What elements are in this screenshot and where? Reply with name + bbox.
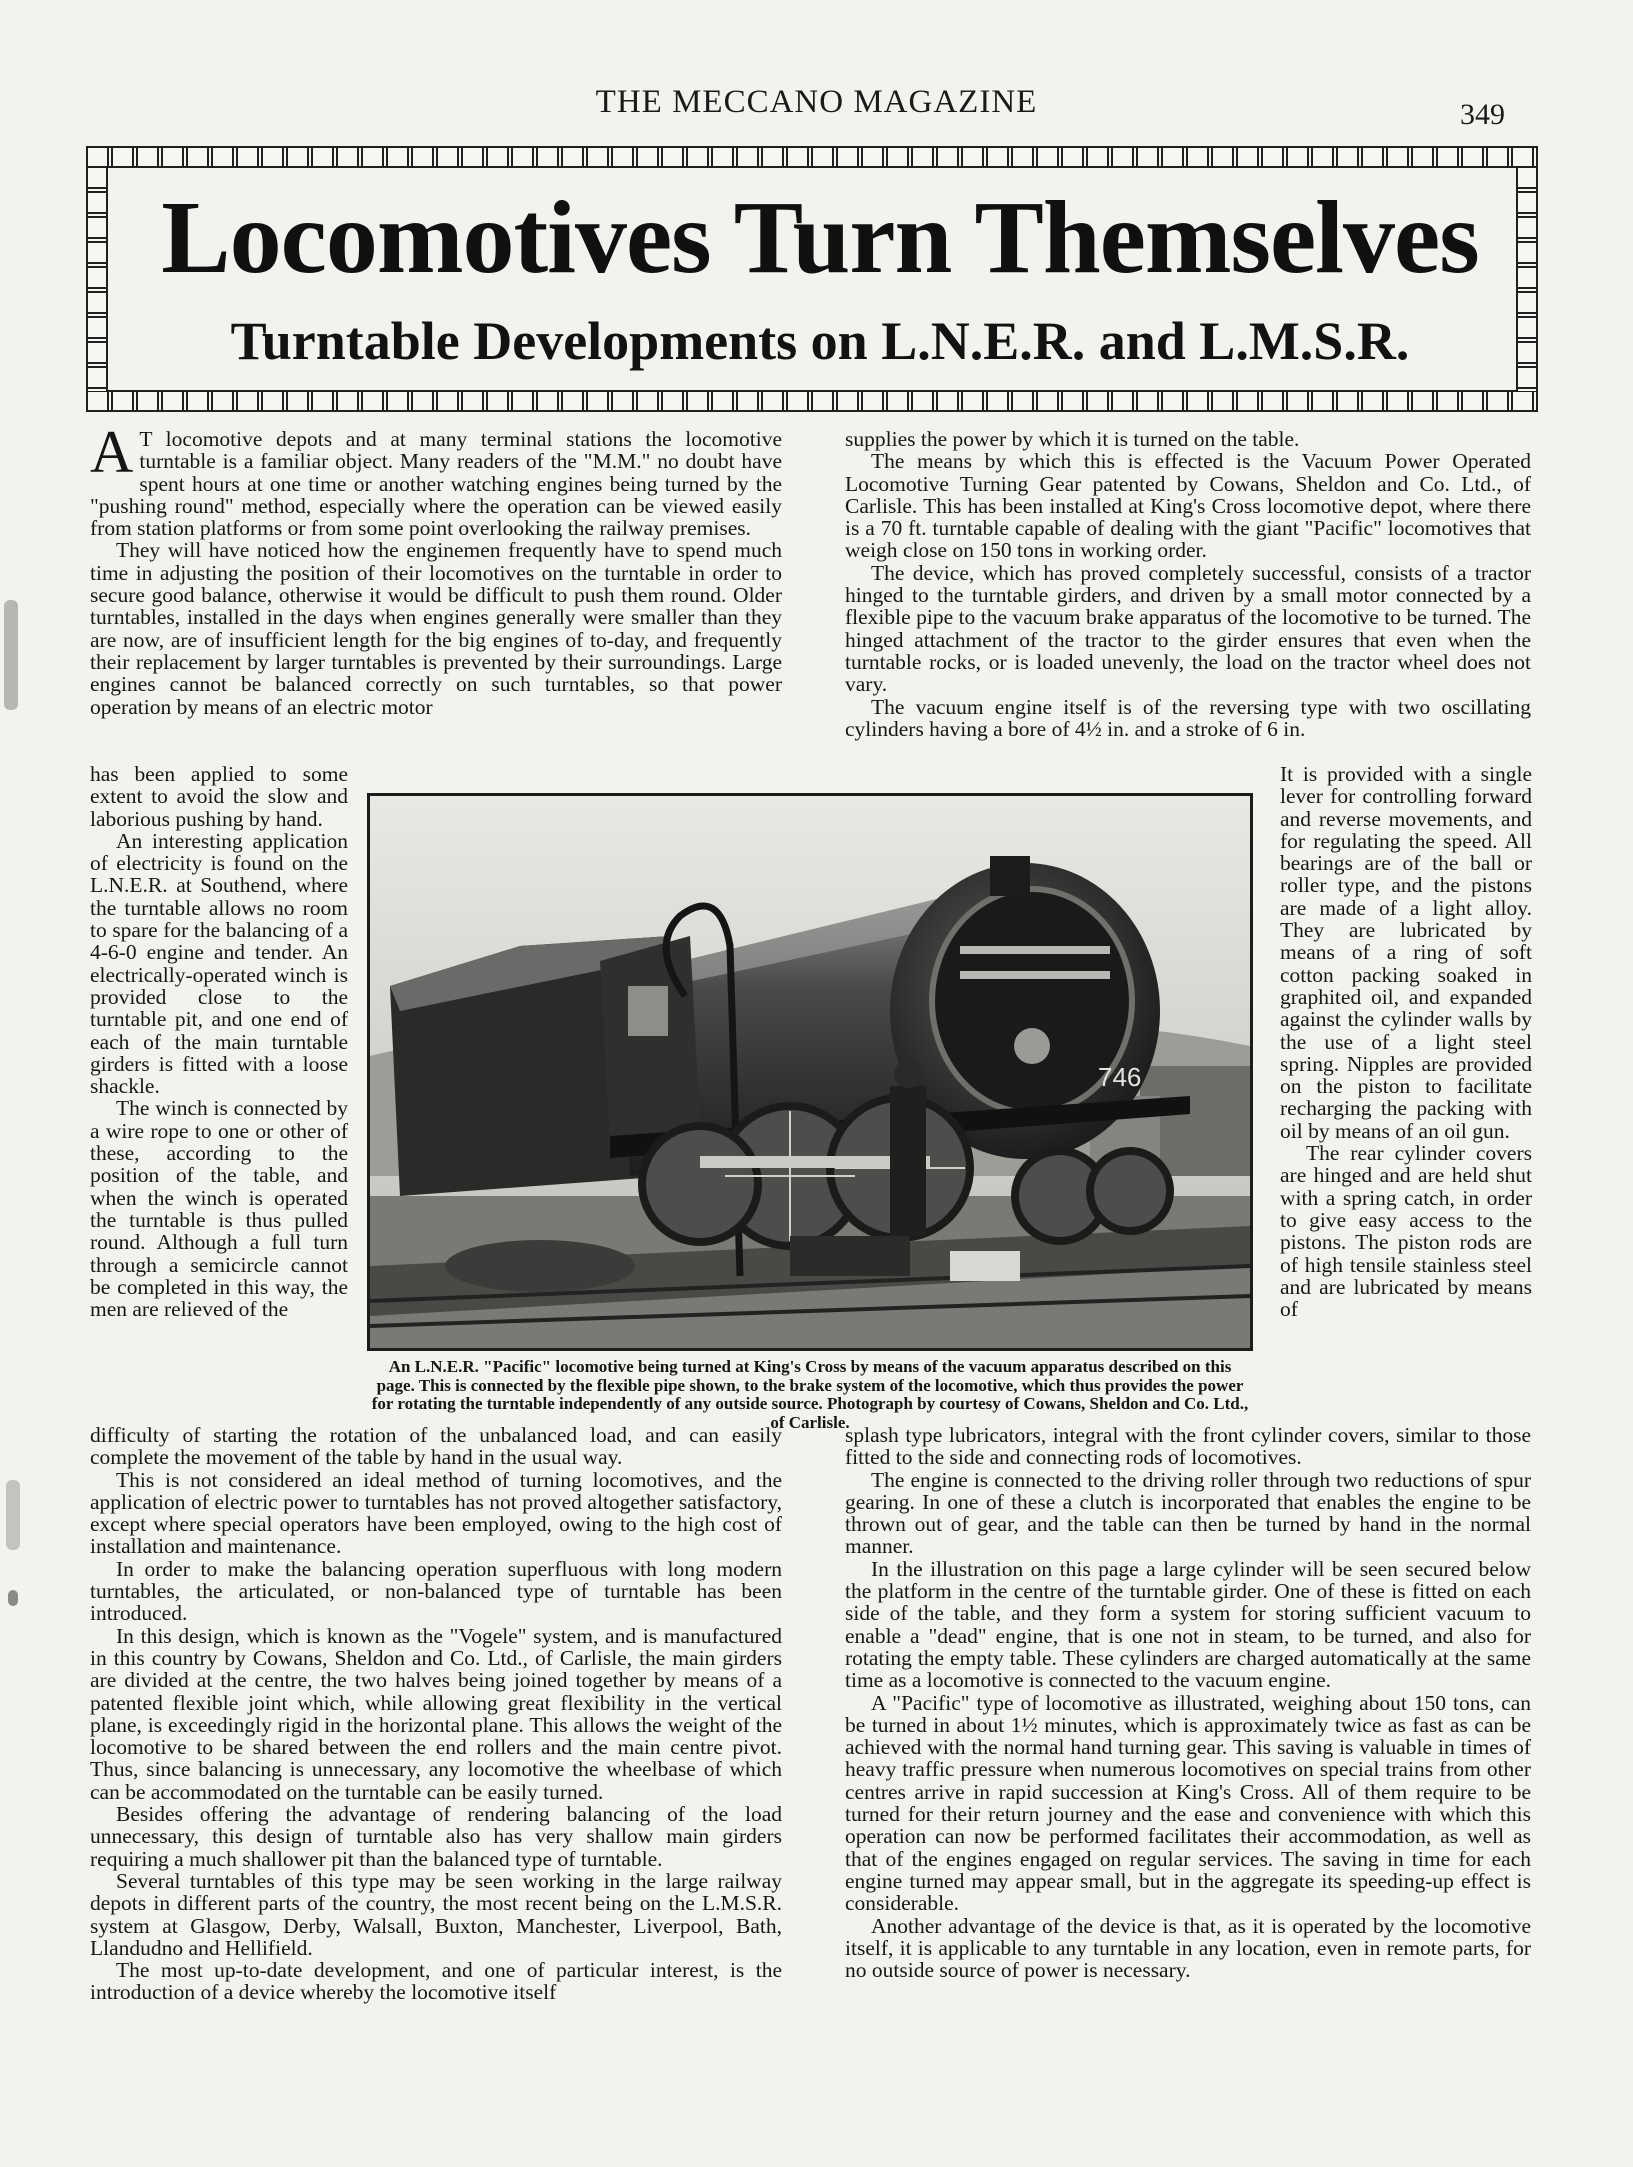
engine-number: 746 (1098, 1062, 1142, 1092)
paragraph: An interesting application of electricity is found on the L.N.E.R. at Southend, where the turntable allows no room to spare for the balancing of a 4-6-0 engine and tender. An electrically-operated winch is provided close to the turntable pit, and one end of each of the main turntable girders is fitted with a loose shackle. (90, 828, 348, 1099)
paragraph: The device, which has proved completely successful, consists of a tractor hinged to the turntable girders, and driven by a small motor connected by a flexible pipe to the vacuum brake apparatus of the locomotive to be turned. The hinged attachment of the tractor to the girder ensures that even when the turntable rocks, or is loaded unevenly, the load on the tractor wheel does not vary. (845, 560, 1531, 697)
locomotive-illustration (370, 796, 1250, 1348)
page-subtitle: Turntable Developments on L.N.E.R. and L.M.S.R. (230, 311, 1410, 371)
column-2-lower (845, 1424, 1531, 1981)
paragraph: splash type lubricators, integral with the front cylinder covers, similar to those fitted to the side and connecting rods of locomotives. (845, 1423, 1531, 1470)
paragraph: The means by which this is effected is the Vacuum Power Operated Locomotive Turning Gear patented by Cowans, Sheldon and Co. Ltd., of Carlisle. This has been installed at King's Cross locomotive depot, where there is a 70 ft. turntable capable of dealing with the giant "Pacific" locomotives that weigh close on 150 tons in working order. (845, 449, 1531, 563)
page-title: Locomotives Turn Themselves (161, 180, 1479, 295)
paragraph: Several turntables of this type may be seen working in the large railway depots in different parts of the country, the most recent being on the L.M.S.R. system at Glasgow, Derby, Walsall, Buxton, Manchester, Liverpool, Bath, Llandudno and Hellifield. (90, 1868, 782, 1960)
paragraph: They will have noticed how the enginemen frequently have to spend much time in adjusting the position of their locomotives on the turntable in order to secure good balance, otherwise it would be difficult to push them round. Older turntables, installed in the days when engines generally were smaller than they are now, are of insufficient length for the big engines of to-day, and frequently their replacement by larger turntables is prevented by their surroundings. Large engines cannot be balanced correctly on such turntables, so that power operation by means of an electric motor (90, 538, 782, 719)
paragraph: Besides offering the advantage of rendering balancing of the load unnecessary, this design of turntable also has very shallow main girders requiring a much shallower pit than the balanced type of turntable. (90, 1802, 782, 1871)
paragraph: In order to make the balancing operation superfluous with long modern turntables, the articulated, or non-balanced type of turntable has been introduced. (90, 1556, 782, 1626)
drop-cap: A (90, 419, 134, 485)
paragraph: The vacuum engine itself is of the reversing type with two oscillating cylinders having a bore of 4½ in. and a stroke of 6 in. (845, 694, 1531, 741)
title-frame-left (86, 166, 108, 392)
paragraph: The engine is connected to the driving roller through two reductions of spur gearing. In one of these a clutch is incorporated that enables the engine to be thrown out of gear, and the table can then be turned by hand in the normal manner. (845, 1467, 1531, 1559)
paragraph: A "Pacific" type of locomotive as illustrated, weighing about 150 tons, can be turned in about 1½ minutes, which is approximately twice as fast as can be achieved with the normal hand turning gear. This saving is valuable in times of heavy traffic pressure when numerous locomotives on special trains from other centres arrive in rapid succession at King's Cross. All of them require to be turned for their return journey and the ease and convenience with which this operation can now be performed facilitates their accommodation, as well as that of the engines engaged on regular services. The saving in time for each engine turned may appear small, but in the aggregate its speeding-up effect is considerable. (845, 1690, 1531, 1916)
paragraph: Another advantage of the device is that, as it is operated by the locomotive itself, it is applicable to any turntable in any location, even in remote parts, for no outside source of power is necessary. (845, 1913, 1531, 1983)
locomotive-photo (367, 793, 1253, 1351)
page-number: 349 (1460, 98, 1505, 131)
paragraph: The most up-to-date development, and one of particular interest, is the introduction of a device whereby the locomotive itself (90, 1958, 782, 2005)
paragraph: This is not considered an ideal method of turning locomotives, and the application of electric power to turntables has not proved altogether satisfactory, except where special operators have been employed, owing to the high cost of installation and maintenance. (90, 1467, 782, 1559)
title-frame-top (86, 146, 1538, 168)
paragraph: In this design, which is known as the "Vogele" system, and is manufactured in this country by Cowans, Sheldon and Co. Ltd., of Carlisle, the main girders are divided at the centre, the two halves being joined together by means of a patented flexible joint which, while allowing great flexibility in the vertical plane, is exceedingly rigid in the horizontal plane. This allows the weight of the locomotive to be shared between the end rollers and the main centre pivot. Thus, since balancing is unnecessary, any locomotive the wheelbase of which can be accommodated on the turntable can be easily turned. (90, 1623, 782, 1804)
paragraph: has been applied to some extent to avoid the slow and laborious pushing by hand. (90, 762, 348, 831)
paragraph: The rear cylinder covers are hinged and are held shut with a spring catch, in order to give easy access to the pistons. The piston rods are of high tensile stainless steel and are lubricated by means of (1280, 1141, 1532, 1322)
scan-mark (6, 1480, 20, 1550)
paragraph (90, 419, 782, 541)
paragraph-text: T locomotive depots and at many terminal stations the locomotive turntable is a familiar object. Many readers of the "M.M." no doubt have spent hours at one time or another watching engines being turned by the "pushing round" method, especially where the operation can be viewed easily from station platforms or from some point overlooking the railway premises. (90, 427, 782, 541)
column-1-narrow (90, 763, 348, 1320)
column-1-lower (90, 1424, 782, 2004)
running-head: THE MECCANO MAGAZINE (595, 84, 1038, 120)
scan-mark (8, 1590, 18, 1606)
paragraph: It is provided with a single lever for controlling forward and reverse movements, and for regulating the speed. All bearings are of the ball or roller type, and the pistons are made of a light alloy. They are lubricated by means of a ring of soft cotton packing soaked in graphited oil, and expanded against the cylinder walls by the use of a light steel spring. Nipples are provided on the piston to facilitate recharging the packing with oil by means of an oil gun. (1280, 762, 1532, 1143)
photo-caption: An L.N.E.R. "Pacific" locomotive being turned at King's Cross by means of the vacuum apparatus described on this page. This is connected by the flexible pipe shown, to the brake system of the locomotive, which thus provides the power for rotating the turntable independently of any outside source. Photograph by courtesy of Cowans, Sheldon and Co. Ltd., of Carlisle. (371, 1357, 1249, 1432)
paragraph: In the illustration on this page a large cylinder will be seen secured below the platform in the centre of the turntable girder. One of these is fitted on each side of the table, and they form a system for storing sufficient vacuum to enable a "dead" engine, that is one not in steam, to be turned, and also for rotating the empty table. These cylinders are charged automatically at the same time as a locomotive is connected to the vacuum engine. (845, 1556, 1531, 1693)
paragraph: supplies the power by which it is turned on the table. (845, 427, 1300, 451)
column-2-narrow (1280, 763, 1532, 1320)
title-frame-bottom (86, 390, 1538, 412)
paragraph: The winch is connected by a wire rope to one or other of these, according to the position of the table, and when the winch is operated the turntable is thus pulled round. Although a full turn through a semicircle cannot be completed in this way, the men are relieved of the (90, 1096, 348, 1322)
scan-mark (4, 600, 18, 710)
column-2-upper (845, 428, 1531, 740)
paragraph: difficulty of starting the rotation of the unbalanced load, and can easily complete the movement of the table by hand in the usual way. (90, 1423, 782, 1470)
column-1-upper (90, 419, 782, 719)
